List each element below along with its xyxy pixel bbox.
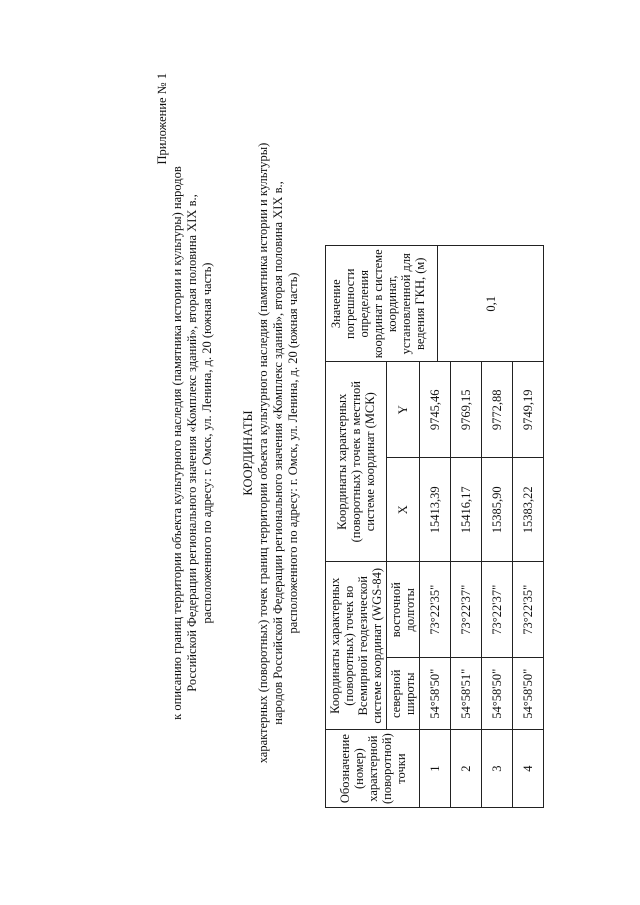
- cell-lon: 73°22'35": [420, 561, 451, 657]
- header-accuracy: Значение погрешности определения координат в системе координат, установленной для ведения ГКН, (м): [326, 246, 438, 361]
- cell-lon: 73°22'37": [482, 561, 513, 657]
- cell-y: 9772,88: [482, 361, 513, 457]
- cell-lon: 73°22'35": [513, 561, 544, 657]
- cell-lon: 73°22'37": [451, 561, 482, 657]
- cell-lat: 54°58'51": [451, 657, 482, 729]
- rotated-sheet: [115, 63, 535, 843]
- header-lon: восточной долготы: [387, 561, 420, 657]
- coordinates-table: [325, 245, 544, 808]
- appendix-line: Российской Федерации регионального значения «Комплекс зданий», вторая половина XIX в.,: [185, 193, 199, 692]
- title-block: [241, 83, 301, 823]
- header-y: Y: [387, 361, 420, 457]
- cell-lat: 54°58'50": [513, 657, 544, 729]
- title-line: народов Российской Федерации регионального значения «Комплекс зданий», вторая половина XIX в.,: [271, 180, 285, 725]
- cell-y: 9749,19: [513, 361, 544, 457]
- cell-x: 15416,17: [451, 457, 482, 561]
- cell-x: 15385,90: [482, 457, 513, 561]
- cell-x: 15413,39: [420, 457, 451, 561]
- title-line: расположенного по адресу: г. Омск, ул. Ленина, д. 20 (южная часть): [286, 272, 300, 633]
- cell-point: 4: [513, 729, 544, 807]
- table-header-row: [326, 245, 387, 807]
- header-x: X: [387, 457, 420, 561]
- cell-lat: 54°58'50": [482, 657, 513, 729]
- appendix-number: Приложение № 1: [155, 72, 169, 165]
- cell-lat: 54°58'50": [420, 657, 451, 729]
- appendix-header: [155, 73, 215, 813]
- cell-point: 3: [482, 729, 513, 807]
- page-title: КООРДИНАТЫ: [241, 409, 255, 496]
- accuracy-value: 0,1: [484, 295, 498, 312]
- title-line: характерных (поворотных) точек границ территории объекта культурного наследия (памятника истории и культуры): [256, 142, 270, 763]
- header-lat: северной широты: [387, 657, 420, 729]
- cell-y: 9745,46: [420, 361, 451, 457]
- header-accuracy-column: [326, 245, 544, 361]
- cell-point: 1: [420, 729, 451, 807]
- header-wgs: Координаты характерных (поворотных) точек во Всемирной геодезической системе координат (WGS-84): [326, 561, 387, 729]
- cell-point: 2: [451, 729, 482, 807]
- appendix-line: к описанию границ территории объекта культурного наследия (памятника истории и культуры) народов: [170, 165, 184, 720]
- cell-y: 9769,15: [451, 361, 482, 457]
- cell-x: 15383,22: [513, 457, 544, 561]
- header-point: Обозначение (номер) характерной (поворотной) точки: [326, 729, 420, 807]
- header-msk: Координаты характерных (поворотных) точек в местной системе координат (МСК): [326, 361, 387, 561]
- appendix-line: расположенного по адресу: г. Омск, ул. Ленина, д. 20 (южная часть): [200, 262, 214, 623]
